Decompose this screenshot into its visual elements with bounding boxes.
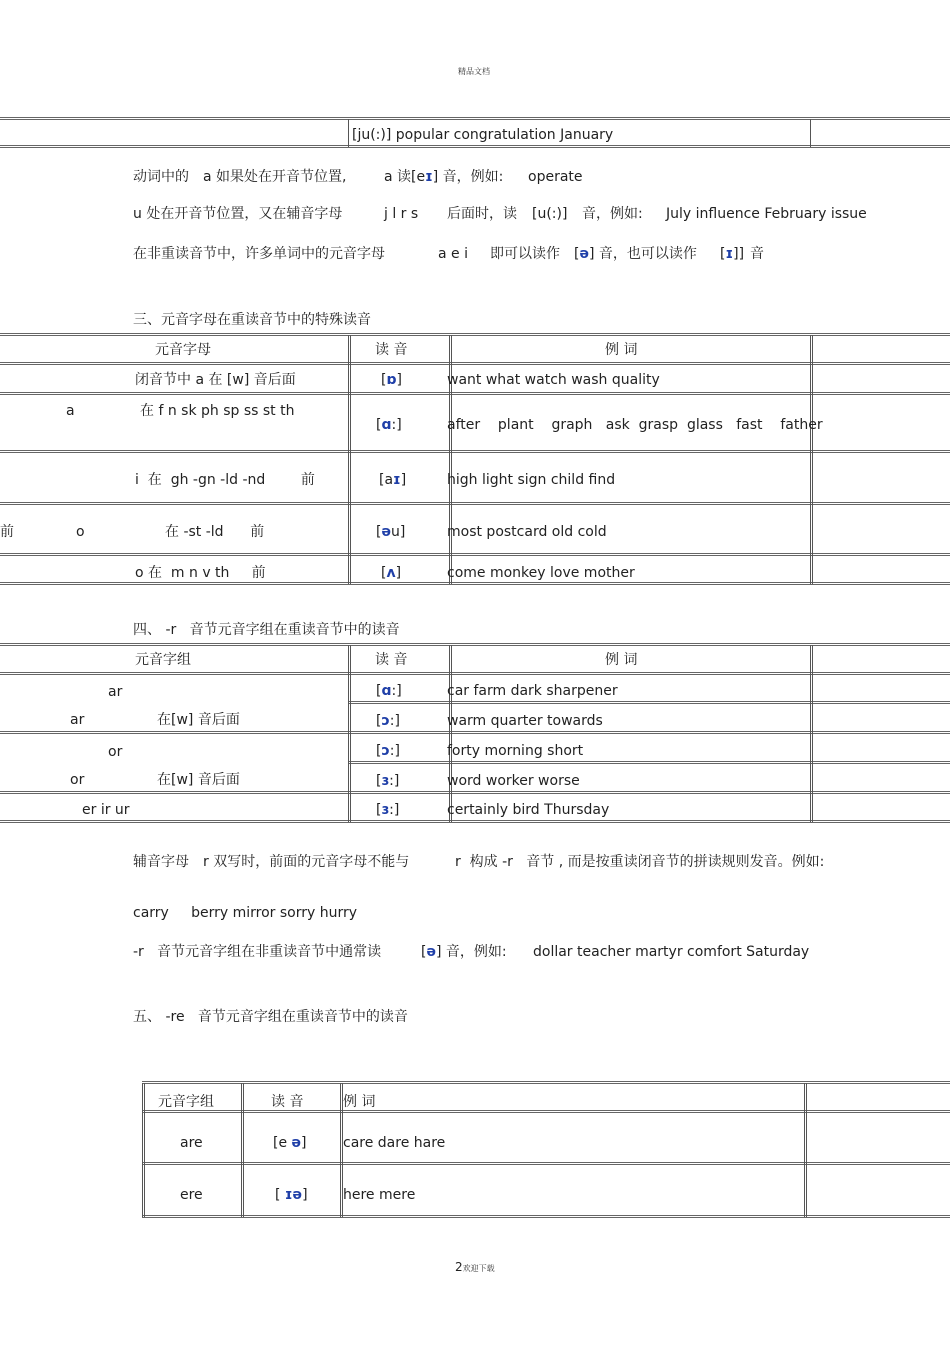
ipa-symbol: ə <box>426 944 436 960</box>
p3-text: ]] <box>733 246 745 262</box>
ipa-symbol: ɑ <box>381 683 392 699</box>
row-examples: warm quarter towards <box>447 713 603 729</box>
row-ipa <box>381 566 401 580</box>
header-letter-group: 元音字组 <box>135 652 191 668</box>
p3-text: 音 <box>750 246 764 262</box>
ipa-symbol: ʌ <box>386 565 396 581</box>
table-divider <box>449 645 450 822</box>
p3-text: 在非重读音节中，许多单词中的元音字母 <box>133 246 385 262</box>
ipa-symbol: ə <box>381 524 391 540</box>
ipa-bracket: [a <box>379 472 394 488</box>
header-examples: 例 词 <box>605 342 638 358</box>
ipa-symbol: ɔ <box>381 743 390 759</box>
row-ipa <box>376 774 399 788</box>
ipa-symbol: ɑ <box>381 417 392 433</box>
table-rule <box>0 553 950 556</box>
ipa-symbol: ɜ <box>381 773 390 789</box>
ipa-bracket: ] <box>301 1135 307 1151</box>
table-divider <box>243 1083 244 1217</box>
table-rule <box>142 1162 950 1165</box>
ipa-bracket: ] <box>395 565 402 581</box>
example-words: July influence February issue <box>666 206 867 222</box>
ipa-bracket: :] <box>389 743 400 759</box>
table-divider <box>350 645 351 822</box>
row-examples: most postcard old cold <box>447 524 607 540</box>
p1-text: a 如果处在开音节位置, <box>203 169 347 185</box>
p3-ipa-group <box>720 247 744 261</box>
table-rule <box>0 582 950 585</box>
row-ipa <box>376 684 402 698</box>
row-examples: certainly bird Thursday <box>447 802 610 818</box>
p3-text: 即可以读作 <box>490 246 560 262</box>
ipa-bracket: u] <box>390 524 406 540</box>
table-divider <box>812 645 813 822</box>
row-letter: o 在 m n v th 前 <box>135 565 266 581</box>
header-letter-group: 元音字组 <box>158 1094 214 1110</box>
table-divider <box>241 1083 242 1217</box>
ipa-bracket: [ <box>376 524 382 540</box>
example-words: dollar teacher martyr comfort Saturday <box>533 944 810 960</box>
top-row-text: [ju(:)] popular congratulation January <box>352 127 614 143</box>
row-letter: ar <box>108 684 123 700</box>
table-rule <box>142 1215 950 1218</box>
row-letter: ar <box>70 712 85 728</box>
header-pronunciation: 读 音 <box>375 652 408 668</box>
section-4-title: 四、 -r 音节元音字组在重读音节中的读音 <box>133 622 400 638</box>
p2-text: u 处在开音节位置，又在辅音字母 <box>133 206 343 222</box>
ipa-bracket: :] <box>391 683 402 699</box>
row-ipa <box>273 1136 307 1150</box>
table-divider <box>348 645 349 822</box>
table-divider <box>144 1083 145 1217</box>
table-rule <box>0 820 950 823</box>
row-examples: care dare hare <box>343 1135 446 1151</box>
ipa-symbol: ɪ <box>725 246 734 262</box>
ipa-bracket: [ <box>275 1187 285 1203</box>
row-condition: 在 f n sk ph sp ss st th <box>140 403 295 419</box>
note-ipa-group <box>421 945 507 959</box>
ipa-bracket: [e <box>273 1135 292 1151</box>
top-rule <box>0 117 950 120</box>
row-examples: come monkey love mother <box>447 565 635 581</box>
ipa-bracket: :] <box>391 417 402 433</box>
row-condition: 在[w] 音后面 <box>157 712 240 728</box>
top-rule-bottom <box>0 145 950 148</box>
p3-text: [ <box>574 246 580 262</box>
row-ipa <box>376 714 400 728</box>
table-rule <box>142 1081 950 1084</box>
ipa-bracket: ] <box>302 1187 308 1203</box>
ipa-bracket: [ <box>421 944 427 960</box>
row-letter: or <box>70 772 85 788</box>
note-text: r 双写时，前面的元音字母不能与 <box>203 854 410 870</box>
header-letter: 元音字母 <box>155 342 211 358</box>
table-divider <box>350 335 351 584</box>
row-examples: high light sign child find <box>447 472 616 488</box>
section-5-title: 五、 -re 音节元音字组在重读音节中的读音 <box>133 1009 408 1025</box>
p3-text: ] 音，也可以读作 <box>588 246 697 262</box>
divider <box>348 119 349 147</box>
note-text: 辅音字母 <box>133 854 189 870</box>
row-condition: 在[w] 音后面 <box>157 772 240 788</box>
row-letter: a <box>66 403 75 419</box>
p1-text: 动词中的 <box>133 169 189 185</box>
row-examples: after plant graph ask grasp glass fast father <box>447 417 823 433</box>
table-divider <box>806 1083 807 1217</box>
ipa-bracket: [ <box>376 802 382 818</box>
row-examples: word worker worse <box>447 773 580 789</box>
p2-text: [u(:)] <box>532 206 568 222</box>
table-rule <box>0 791 950 794</box>
table-rule <box>0 333 950 336</box>
ipa-symbol: ɪə <box>284 1187 303 1203</box>
table-rule <box>0 450 950 453</box>
row-examples: here mere <box>343 1187 416 1203</box>
p3-text: a e i <box>438 246 468 262</box>
header-examples: 例 词 <box>605 652 638 668</box>
p2-text: 音，例如: <box>582 206 643 222</box>
table-rule <box>142 1110 950 1113</box>
ipa-symbol: ə <box>579 246 589 262</box>
table-rule <box>0 643 950 646</box>
row-letter: or <box>108 744 123 760</box>
ipa-bracket: [ <box>376 773 382 789</box>
divider <box>810 119 811 147</box>
ipa-bracket: :] <box>389 802 400 818</box>
p2-text: 后面时，读 <box>447 206 517 222</box>
ipa-bracket: ] <box>400 472 407 488</box>
p1-text: a 读[e <box>384 169 426 185</box>
row-examples: forty morning short <box>447 743 584 759</box>
ipa-bracket: :] <box>389 713 400 729</box>
ipa-symbol: ɜ <box>381 802 390 818</box>
ipa-bracket: [ <box>381 565 387 581</box>
row-letter: are <box>180 1135 203 1151</box>
section-3-title: 三、元音字母在重读音节中的特殊读音 <box>133 312 371 328</box>
note-text: -r 音节元音字组在非重读音节中通常读 <box>133 944 382 960</box>
row-ipa <box>381 373 402 387</box>
row-ipa <box>379 473 406 487</box>
footer-text: 欢迎下载 <box>462 1264 495 1273</box>
page-num: 2 <box>455 1260 463 1274</box>
note-2: carry berry mirror sorry hurry <box>133 905 357 921</box>
table-divider <box>812 335 813 584</box>
p2-text: j l r s <box>384 206 419 222</box>
row-ipa <box>275 1188 308 1202</box>
table-rule <box>348 761 950 764</box>
row-letter: 前 <box>0 524 14 540</box>
note-text: r 构成 -r 音节 , 而是按重读闭音节的拼读规则发音。例如: <box>455 854 825 870</box>
table-rule <box>0 672 950 675</box>
row-examples: car farm dark sharpener <box>447 683 618 699</box>
page-header: 精品文档 <box>458 67 490 76</box>
table-rule <box>0 362 950 365</box>
row-letter: 闭音节中 a 在 [w] 音后面 <box>135 372 296 388</box>
ipa-bracket: [ <box>376 713 382 729</box>
table-rule <box>0 502 950 505</box>
ipa-symbol: ɔ <box>381 713 390 729</box>
ipa-bracket: [ <box>376 743 382 759</box>
p3-ipa-group <box>574 247 697 261</box>
row-ipa <box>376 803 399 817</box>
example-word: operate <box>528 169 583 185</box>
table-divider <box>810 335 811 584</box>
ipa-symbol: ɪ <box>393 472 401 488</box>
table-rule <box>0 731 950 734</box>
row-ipa <box>376 744 400 758</box>
row-letter: o <box>76 524 85 540</box>
header-examples: 例 词 <box>343 1094 376 1110</box>
ipa-bracket: :] <box>389 773 400 789</box>
ipa-symbol: ə <box>291 1135 302 1151</box>
row-ipa <box>376 525 405 539</box>
p1-ipa-group <box>384 170 503 184</box>
header-pronunciation: 读 音 <box>271 1094 304 1110</box>
p3-text: [ <box>720 246 726 262</box>
row-letter: ere <box>180 1187 203 1203</box>
table-rule <box>348 701 950 704</box>
table-divider <box>142 1083 143 1217</box>
row-letter: er ir ur <box>82 802 130 818</box>
ipa-symbol: ɒ <box>386 372 397 388</box>
table-divider <box>340 1083 341 1217</box>
note-text: ] 音，例如: <box>435 944 507 960</box>
ipa-bracket: [ <box>376 683 382 699</box>
table-divider <box>810 645 811 822</box>
table-divider <box>348 335 349 584</box>
row-letter: i 在 gh -gn -ld -nd 前 <box>135 472 315 488</box>
row-examples: want what watch wash quality <box>447 372 660 388</box>
table-rule <box>0 392 950 395</box>
header-pronunciation: 读 音 <box>375 342 408 358</box>
p1-text: ] 音，例如: <box>432 169 504 185</box>
row-condition: 在 -st -ld 前 <box>165 524 265 540</box>
table-divider <box>804 1083 805 1217</box>
ipa-bracket: [ <box>381 372 387 388</box>
ipa-bracket: ] <box>396 372 402 388</box>
table-divider <box>451 645 452 822</box>
row-ipa <box>376 418 402 432</box>
page-number <box>455 1261 495 1273</box>
ipa-symbol: ɪ <box>425 169 433 185</box>
ipa-bracket: [ <box>376 417 382 433</box>
